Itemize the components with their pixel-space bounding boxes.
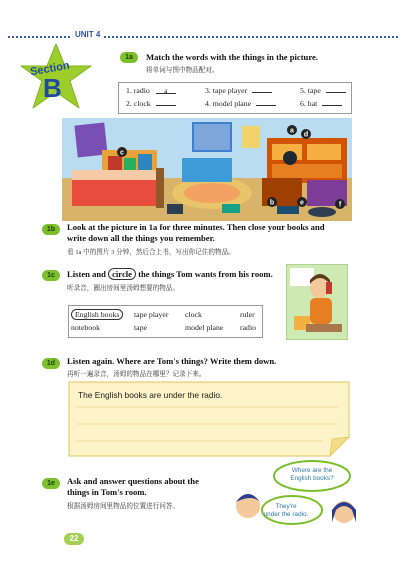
word-item: [126, 99, 176, 108]
item-tape-player[interactable]: tape player: [134, 310, 169, 319]
ex1b-cn: 看 1a 中的图片 3 分钟，然后合上书，写出你记住的物品。: [67, 249, 235, 256]
bubble-question-line2: English books?: [290, 475, 334, 482]
ex1b-title-line1: Look at the picture in 1a for three minutes. Then close your books and: [67, 222, 325, 232]
ex1b-title-line2: write down all the things you remember.: [67, 233, 215, 243]
ex1c-title: [67, 269, 273, 280]
bubble-question: [274, 467, 350, 483]
svg-text:e: e: [300, 199, 304, 207]
word-item: [300, 99, 342, 108]
svg-text:f: f: [338, 201, 342, 209]
badge-1e: 1e: [42, 478, 60, 489]
badge-1d: 1d: [42, 358, 60, 369]
item-english-books[interactable]: English books: [71, 309, 123, 320]
answer-blank[interactable]: [322, 99, 342, 106]
word-label: 4. model plane: [205, 99, 252, 108]
header-dotted-rule: [8, 36, 398, 38]
ex1c-title-circle: circle: [108, 268, 136, 280]
word-label: 2. clock: [126, 99, 151, 108]
word-item: [300, 86, 346, 95]
ex1a-cn: 将单词与图中物品配对。: [146, 67, 219, 74]
item-ruler[interactable]: ruler: [240, 310, 255, 319]
bubble-answer: [256, 503, 316, 519]
ex1c-title-pre: Listen and: [67, 269, 106, 279]
answer-blank[interactable]: a: [156, 87, 176, 94]
ex1c-title-post: the things Tom wants from his room.: [138, 269, 273, 279]
messy-room-illustration: [62, 118, 352, 221]
word-label: 3. tape player: [205, 86, 248, 95]
bubble-question-line1: Where are the: [291, 467, 333, 474]
word-label: 1. radio: [126, 86, 150, 95]
section-word: Section: [29, 59, 71, 79]
badge-1b: 1b: [42, 224, 60, 235]
word-item: [205, 99, 276, 108]
word-item: [126, 86, 176, 95]
answer-blank[interactable]: [156, 99, 176, 106]
answer-blank[interactable]: [326, 86, 346, 93]
answer-blank[interactable]: [256, 99, 276, 106]
bubble-answer-line1: They're: [275, 503, 297, 510]
unit-label: UNIT 4: [72, 30, 103, 39]
item-notebook[interactable]: notebook: [71, 323, 101, 332]
svg-text:c: c: [120, 149, 124, 157]
item-radio[interactable]: radio: [240, 323, 257, 332]
section-letter: B: [43, 73, 62, 103]
ex1d-title: Listen again. Where are Tom's things? Write them down.: [67, 356, 277, 366]
ex1d-cn: 再听一遍录音，汤姆的物品在哪里？记录下来。: [67, 371, 206, 378]
item-clock[interactable]: clock: [185, 310, 202, 319]
word-label: 6. hat: [300, 99, 318, 108]
svg-text:a: a: [290, 127, 294, 135]
word-label: 5. tape: [300, 86, 321, 95]
ex1c-cn: 听录音，圈出房间里汤姆想要的物品。: [67, 285, 180, 292]
tom-phone-illustration: [286, 264, 348, 340]
svg-text:b: b: [269, 199, 275, 207]
ex1e-title-line2: things in Tom's room.: [67, 487, 147, 497]
ex1a-title: Match the words with the things in the picture.: [146, 52, 318, 62]
word-item: [205, 86, 272, 95]
item-tape[interactable]: tape: [134, 323, 147, 332]
ex1d-example-sentence: The English books are under the radio.: [78, 390, 223, 400]
bubble-answer-line2: under the radio.: [263, 511, 309, 518]
badge-1c: 1c: [42, 270, 60, 281]
ex1e-title-line1: Ask and answer questions about the: [67, 476, 199, 486]
svg-text:d: d: [303, 131, 309, 139]
ex1e-cn: 根据汤姆房间里物品的位置进行问答。: [67, 503, 180, 510]
answer-blank[interactable]: [252, 86, 272, 93]
page-number: 22: [64, 533, 84, 545]
item-model-plane[interactable]: model plane: [185, 323, 224, 332]
badge-1a: 1a: [120, 52, 138, 63]
